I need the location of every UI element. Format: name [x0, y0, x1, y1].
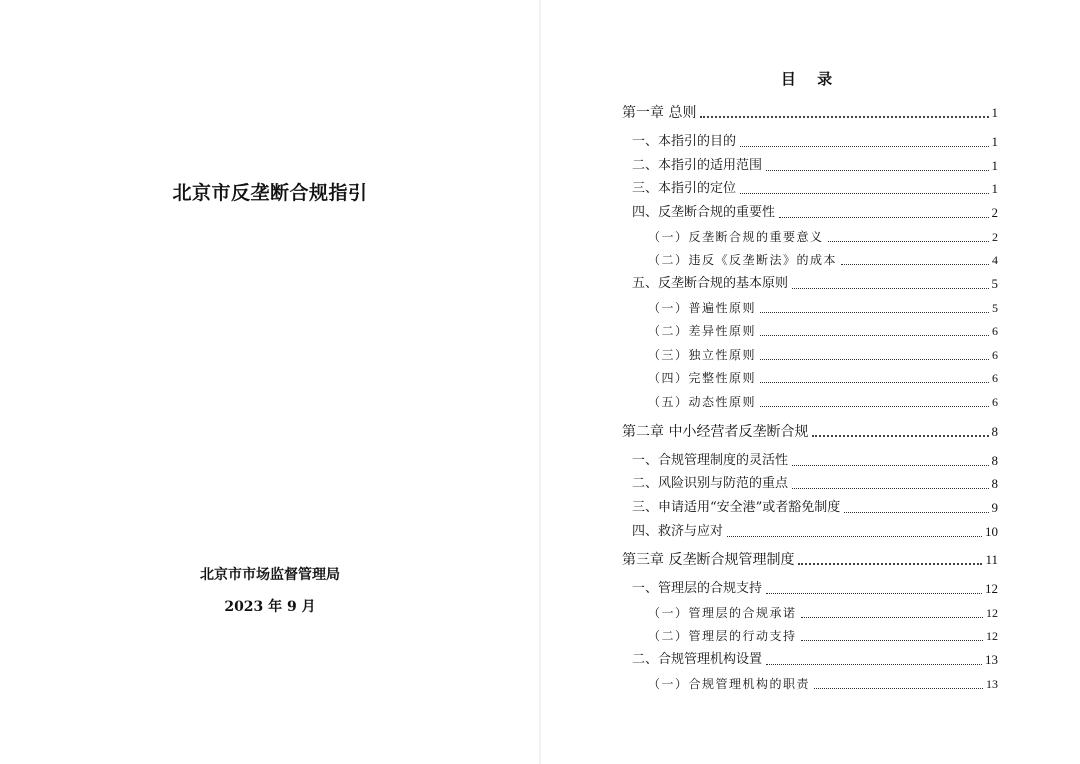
toc-entry[interactable]: [632, 649, 998, 669]
toc-entry-label: （一）合规管理机构的职责: [648, 677, 811, 691]
toc-entry[interactable]: [648, 249, 998, 269]
toc-dot-leader: [828, 241, 989, 242]
toc-entry-label: （二）差异性原则: [648, 324, 757, 338]
toc-entry-page-number: 1: [991, 181, 998, 196]
toc-entry[interactable]: [622, 421, 998, 441]
toc-entry-label: （一）反垄断合规的重要意义: [648, 230, 824, 244]
toc-entry-label: （一）管理层的合规承诺: [648, 606, 797, 620]
toc-entry[interactable]: [632, 497, 998, 517]
toc-entry[interactable]: [648, 625, 998, 645]
toc-entry-page-number: 13: [986, 677, 998, 691]
toc-dot-leader: [792, 288, 988, 289]
toc-entry-page-number: 4: [992, 253, 998, 267]
toc-entry-label: （四）完整性原则: [648, 371, 757, 385]
toc-entry-label: 第二章 中小经营者反垄断合规: [622, 424, 809, 440]
toc-entry-label: 二、本指引的适用范围: [632, 158, 763, 173]
toc-dot-leader: [760, 382, 989, 383]
toc-dot-leader: [760, 312, 989, 313]
toc-entry[interactable]: [648, 297, 998, 317]
toc-dot-leader: [801, 640, 983, 641]
toc-entry-label: 四、反垄断合规的重要性: [632, 205, 776, 220]
toc-entry-label: 一、本指引的目的: [632, 134, 737, 149]
toc-entry[interactable]: [622, 549, 998, 569]
toc-dot-leader: [727, 536, 982, 537]
toc-entry-page-number: 6: [992, 348, 998, 362]
toc-dot-leader: [792, 465, 988, 466]
toc-entry-label: （二）违反《反垄断法》的成本: [648, 253, 838, 267]
toc-dot-leader: [766, 664, 982, 665]
toc-entry-label: 四、救济与应对: [632, 524, 724, 539]
toc-entry-page-number: 6: [992, 371, 998, 385]
toc-entry-label: 五、反垄断合规的基本原则: [632, 276, 789, 291]
toc-entry-page-number: 12: [986, 629, 998, 643]
toc-entry[interactable]: [648, 367, 998, 387]
toc-entry[interactable]: [648, 602, 998, 622]
toc-entry-page-number: 6: [992, 395, 998, 409]
toc-dot-leader: [766, 170, 988, 171]
toc-dot-leader: [844, 512, 988, 513]
toc-entry-page-number: 2: [992, 230, 998, 244]
toc-entry-label: （五）动态性原则: [648, 395, 757, 409]
toc-page: [541, 0, 1080, 764]
toc-entry-page-number: 1: [991, 158, 998, 173]
toc-dot-leader: [700, 116, 988, 118]
toc-dot-leader: [801, 617, 983, 618]
toc-entry-label: 一、合规管理制度的灵活性: [632, 453, 789, 468]
toc-entry[interactable]: [632, 521, 998, 541]
table-of-contents: [541, 0, 1080, 764]
toc-entry[interactable]: [648, 391, 998, 411]
toc-entry[interactable]: [648, 673, 998, 693]
document-title: 北京市反垄断合规指引: [172, 182, 368, 204]
toc-entry-label: 第三章 反垄断合规管理制度: [622, 552, 795, 568]
toc-entry-page-number: 12: [985, 581, 998, 596]
toc-entry-page-number: 8: [991, 453, 998, 468]
toc-entry-page-number: 8: [991, 476, 998, 491]
toc-entry[interactable]: [632, 202, 998, 222]
toc-dot-leader: [760, 359, 989, 360]
toc-entry-page-number: 5: [991, 276, 998, 291]
toc-entry-label: （三）独立性原则: [648, 348, 757, 362]
toc-entry[interactable]: [622, 102, 998, 122]
toc-entry-page-number: 11: [985, 552, 998, 567]
toc-entry-page-number: 12: [986, 606, 998, 620]
toc-entry-page-number: 6: [992, 324, 998, 338]
toc-entry-page-number: 8: [991, 424, 998, 439]
toc-entry[interactable]: [632, 178, 998, 198]
toc-entry-page-number: 2: [991, 205, 998, 220]
toc-entry-page-number: 1: [991, 105, 998, 120]
toc-dot-leader: [814, 688, 983, 689]
toc-entry[interactable]: [632, 131, 998, 151]
publication-date: 2023 年 9 月: [224, 599, 316, 615]
toc-entry-page-number: 10: [985, 524, 998, 539]
toc-dot-leader: [841, 264, 989, 265]
toc-entry-label: 一、管理层的合规支持: [632, 581, 763, 596]
toc-heading: 目 录: [780, 70, 841, 88]
toc-entry[interactable]: [648, 226, 998, 246]
toc-dot-leader: [798, 563, 982, 565]
toc-entry-label: （二）管理层的行动支持: [648, 629, 797, 643]
toc-dot-leader: [766, 593, 982, 594]
toc-entry[interactable]: [632, 273, 998, 293]
toc-dot-leader: [740, 193, 988, 194]
toc-entry[interactable]: [632, 450, 998, 470]
toc-entry[interactable]: [632, 473, 998, 493]
issuing-authority: 北京市市场监督管理局: [200, 567, 340, 583]
toc-entry-label: 三、本指引的定位: [632, 181, 737, 196]
toc-entry[interactable]: [632, 155, 998, 175]
toc-entry-page-number: 9: [991, 500, 998, 515]
toc-entry[interactable]: [648, 344, 998, 364]
toc-entry[interactable]: [632, 578, 998, 598]
toc-dot-leader: [740, 146, 988, 147]
toc-entry[interactable]: [648, 320, 998, 340]
toc-entry-label: （一）普遍性原则: [648, 301, 757, 315]
toc-entry-label: 二、风险识别与防范的重点: [632, 476, 789, 491]
toc-entry-label: 二、合规管理机构设置: [632, 652, 763, 667]
toc-dot-leader: [760, 335, 989, 336]
toc-entry-page-number: 13: [985, 652, 998, 667]
toc-dot-leader: [792, 488, 988, 489]
toc-dot-leader: [760, 406, 989, 407]
toc-entry-page-number: 5: [992, 301, 998, 315]
toc-dot-leader: [779, 217, 988, 218]
toc-entry-label: 三、申请适用“安全港”或者豁免制度: [632, 500, 841, 515]
toc-entry-label: 第一章 总则: [622, 105, 697, 121]
toc-dot-leader: [812, 435, 988, 437]
toc-entry-page-number: 1: [991, 134, 998, 149]
